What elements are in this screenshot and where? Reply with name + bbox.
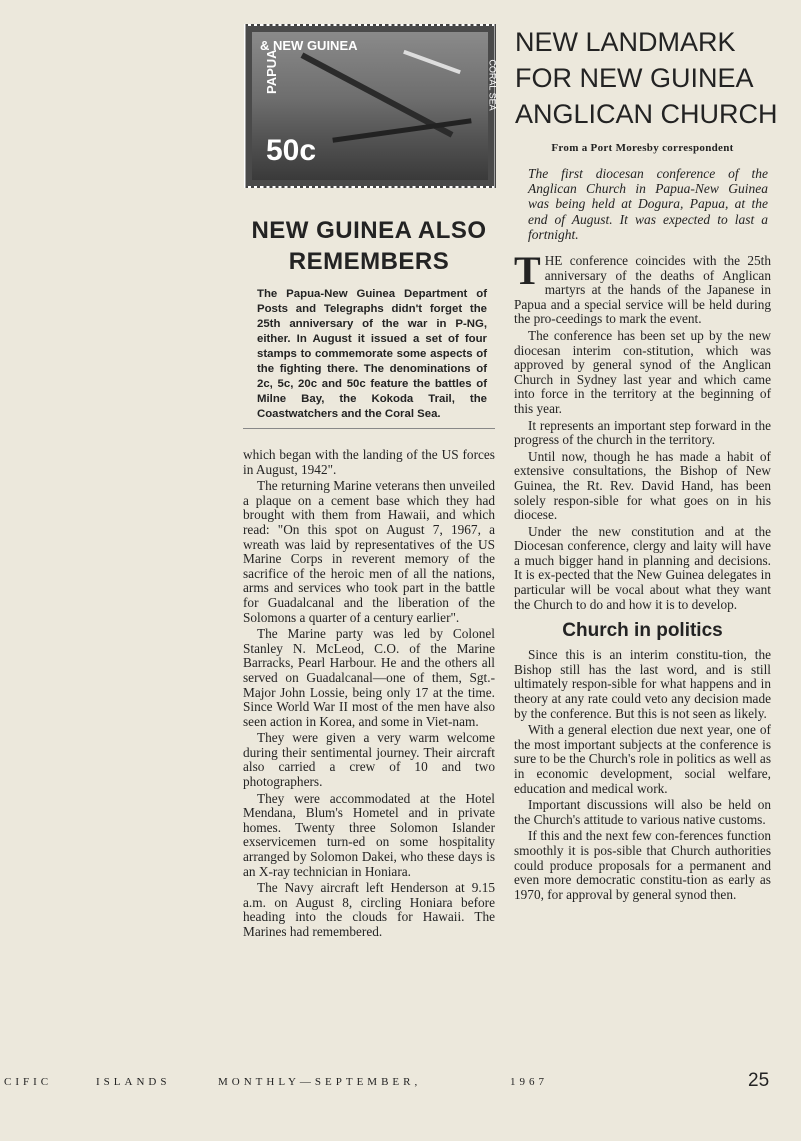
article-title-line2: REMEMBERS: [288, 248, 450, 275]
article-intro: The first diocesan conference of the Anglican Church in Papua-New Guinea was being held at Dogura, Papua, at the end of August. It was expected to last a fortnight.: [528, 166, 768, 242]
paragraph: It represents an important step forward in the progress of the church in the territory.: [514, 417, 771, 448]
paragraph: Until now, though he has made a habit of extensive consultations, the Bishop of New Guinea, the Rt. Rev. David Hand, has been solely respon-sible for what goes on in his diocese.: [514, 448, 771, 523]
stamp-side-label: PAPUA: [264, 49, 279, 94]
paragraph: They were accommodated at the Hotel Mendana, Blum's Hometel and in private homes. Twenty three Solomon Islander exservicemen turn-ed on some hospitality arranged by Solomon Dakei, who these days is an X-ray technician in Honiara.: [243, 790, 495, 879]
paragraph: Important discussions will also be held on the Church's attitude to various native customs.: [514, 797, 771, 827]
article-body: [514, 248, 771, 904]
paragraph: Since this is an interim constitu-tion, the Bishop still has the last word, and is still ultimately respon-sible for what happens and in theory at any rate could veto any decision made by the conference. But this is not seen as likely.: [514, 647, 771, 721]
subheading: Church in politics: [562, 620, 723, 642]
first-paragraph-text: HE conference coincides with the 25th anniversary of the deaths of Anglican martyrs at the hands of the Japanese in Papua and a special service will be held during the pro-ceedings to mark the event.: [514, 253, 771, 327]
aircraft-shape: [403, 50, 461, 74]
paragraph: The returning Marine veterans then unveiled a plaque on a cement base which they had brought with them from Hawaii, and which read: "On this spot on August 7, 1967, a wreath was laid by representatives of the US Marine Corps in reverent memory of the sacrifice of the heroic men of all the nations, arms and services who took part in the battle for Guadalcanal and the liberation of the Solomons a quarter of a century earlier".: [243, 478, 495, 625]
article-title-line2: FOR NEW GUINEA: [515, 63, 754, 93]
article-title-line1: NEW LANDMARK: [515, 27, 736, 57]
article-title: [243, 215, 495, 277]
footer-publication: ISLANDS: [96, 1076, 171, 1088]
paragraph: With a general election due next year, one of the most important subjects at the conference is sure to be the Church's role in politics as well as in economic development, social welfare, education and medical work.: [514, 722, 771, 796]
article-intro: The Papua-New Guinea Department of Posts and Telegraphs didn't forget the 25th anniversary of the war in P-NG, either. In August it issued a set of four stamps to commemorate some aspects of the fighting there. The denominations of 2c, 5c, 20c and 50c feature the battles of Milne Bay, the Kokoda Trail, the Coastwatchers and the Coral Sea.: [257, 288, 487, 420]
drop-cap: T: [514, 248, 541, 293]
paragraph: If this and the next few con-ferences function smoothly it is pos-sible that Church authorities could produce proposals for a permanent and even more democratic constitu-tion as early as 1970, for approval by general synod then.: [514, 828, 771, 902]
stamp-value: 50c: [266, 134, 317, 167]
paragraph: The Navy aircraft left Henderson at 9.15 a.m. on August 8, circling Honiara before heading into the clouds for Hawaii. The Marines had remembered.: [243, 880, 495, 939]
footer-issue: MONTHLY—SEPTEMBER,: [218, 1076, 422, 1088]
stamp-caption: CORAL SEA: [487, 59, 498, 111]
page-number: 25: [748, 1070, 770, 1091]
article-title-line3: ANGLICAN CHURCH: [515, 99, 778, 129]
paragraph: Under the new constitution and at the Diocesan conference, clergy and laity will have a much bigger hand in planning and decisions. It is ex-pected that the New Guinea delegates in particular will be vocal about what they want the Church to do and how it is to develop.: [514, 523, 771, 612]
article-title: [515, 24, 778, 132]
stamp-image: [244, 24, 496, 188]
section-divider: [243, 428, 495, 429]
paragraph: [514, 248, 771, 327]
footer-year: 1967: [510, 1076, 548, 1088]
paragraph: which began with the landing of the US forces in August, 1942".: [243, 447, 495, 477]
footer-publication: CIFIC: [4, 1076, 53, 1088]
article-body: [243, 448, 495, 942]
article-title-line1: NEW GUINEA ALSO: [251, 217, 487, 244]
stamp-artwork: [252, 32, 498, 180]
paragraph: The Marine party was led by Colonel Stanley N. McLeod, C.O. of the Marine Barracks, Pearl Harbour. He and the others all served on Guadalcanal—one of them, Sgt.-Major John Lossie, being only 17 at the time. Since World War II most of the men have also seen action in Korea, and some in Viet-nam.: [243, 626, 495, 729]
stamp-country: & NEW GUINEA: [260, 38, 358, 53]
paragraph: They were given a very warm welcome during their sentimental journey. Their aircraft also carried a crew of 10 and two photographers.: [243, 730, 495, 790]
paragraph: The conference has been set up by the new diocesan interim con-stitution, which was approved by general synod of the Anglican Church in Sydney last year and which came into force in the territory at the beginning of this year.: [514, 327, 771, 416]
byline: From a Port Moresby correspondent: [551, 142, 734, 154]
